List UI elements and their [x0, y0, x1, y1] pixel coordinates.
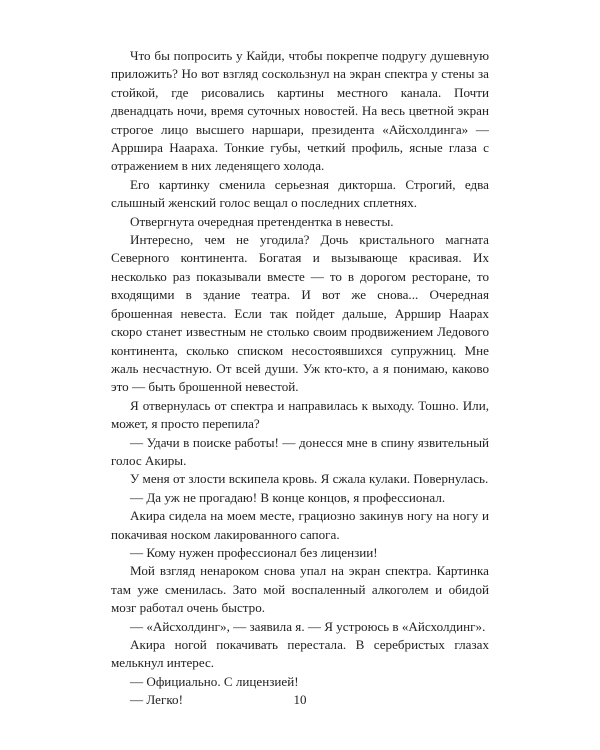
paragraph: — Да уж не прогадаю! В конце концов, я профессионал. [130, 489, 446, 505]
paragraph: — Кому нужен профессионал без лицензии! [130, 544, 378, 560]
paragraph: Интересно, чем не угодила? Дочь кристального магната Северного континента. Богатая и вызывающе красивая. Их несколько раз показывали вместе — то в дорогом ресторане, то входящими в здание театра. И вот же снова... Очередная брошенная невеста. Если так пойдет дальше, Арршир Наарах скоро станет известным не столько своим продвижением Ледового континента, сколько списком несостоявшихся супружниц. Мне жаль несчастную. От всей души. Уж кто-кто, а я понимаю, каково это — быть брошенной невестой. [111, 232, 489, 395]
paragraph: Акира сидела на моем месте, грациозно закинув ногу на ногу и покачивая носком лакированного сапога. [111, 508, 489, 542]
paragraph: — «Айсхолдинг», — заявила я. — Я устроюсь в «Айсхолдинг». [130, 618, 486, 634]
paragraph: Что бы попросить у Кайди, чтобы покрепче подругу душевную приложить? Но вот взгляд соскользнул на экран спектра у стены за стойкой, где рисовались картины местного канала. Почти двенадцать ночи, время суточных новостей. На весь цветной экран строгое лицо высшего наршари, президента «Айсхолдинга» — Арршира Наараха. Тонкие губы, четкий профиль, ясные глаза с отражением в них леденящего холода. [111, 48, 489, 174]
paragraph: — Официально. С лицензией! [130, 673, 299, 689]
paragraph: Отвергнута очередная претендентка в невесты. [130, 213, 394, 229]
page-number: 10 [293, 692, 307, 707]
paragraph: Его картинку сменила серьезная дикторша. Строгий, едва слышный женский голос вещал о последних сплетнях. [111, 176, 489, 211]
paragraph: — Удачи в поиске работы! — донесся мне в спину язвительный голос Акиры. [111, 434, 489, 468]
paragraph: Акира ногой покачивать перестала. В серебристых глазах мелькнул интерес. [111, 637, 489, 671]
paragraph: Мой взгляд ненароком снова упал на экран спектра. Картинка там уже сменилась. Зато мой воспаленный алкоголем и обидой мозг работал очень быстро. [111, 563, 489, 616]
body-text [111, 47, 489, 710]
paragraph: Я отвернулась от спектра и направилась к выходу. Тошно. Или, может, я просто перепила? [111, 397, 489, 432]
paragraph: — Легко! [130, 692, 183, 708]
paragraph: У меня от злости вскипела кровь. Я сжала кулаки. Повернулась. [130, 471, 489, 487]
